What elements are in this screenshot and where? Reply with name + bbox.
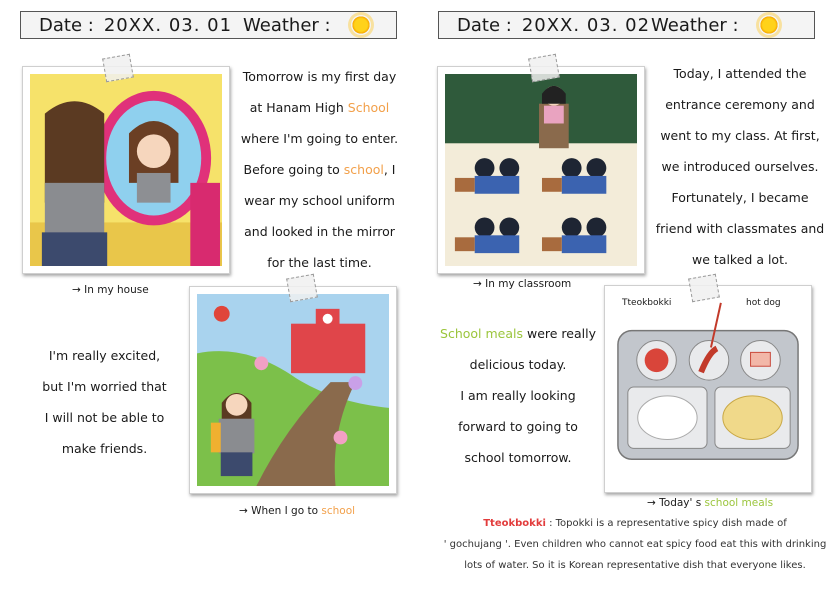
caption-in-my-classroom: → In my classroom (473, 278, 572, 290)
tray-label-tteokbokki: Tteokbokki (622, 298, 672, 308)
tape-decoration (528, 54, 560, 82)
going-to-school-drawing (189, 286, 397, 494)
caption-in-my-house: → In my house (72, 284, 149, 296)
left-date-header (20, 11, 397, 39)
tape-decoration (102, 54, 134, 82)
tape-decoration (688, 274, 720, 302)
footnote-term: Tteokbokki (483, 518, 546, 529)
sun-icon (759, 15, 779, 35)
left-weather-label: Weather : (243, 14, 331, 36)
left-diary-paragraph-2: I'm really excited, but I'm worried that I will not be able to make friends. (42, 348, 167, 456)
caption-todays-school-meals: → Today' s school meals (647, 497, 774, 509)
tape-decoration (286, 274, 318, 302)
right-date-value: 20XX. 03. 02 (521, 14, 651, 36)
right-weather-label: Weather : (651, 14, 739, 36)
caption-go-to-school: → When I go to school (239, 505, 356, 517)
left-date-value: 20XX. 03. 01 (103, 14, 233, 36)
school-meal-tray-drawing (604, 285, 812, 493)
right-diary-paragraph-2: School meals were really delicious today. I am really looking forward to going to school tomorrow. (440, 326, 596, 465)
tray-label-hot-dog: hot dog (746, 298, 781, 308)
tteokbokki-footnote: Tteokbokki : Topokki is a representative spicy dish made of ' gochujang '. Even children who cannot eat spicy food eat this with drinking lots of water. So it is Korean representative dish that everyone likes. (443, 518, 827, 571)
right-date-header (438, 11, 815, 39)
classroom-drawing (437, 66, 645, 274)
mirror-drawing (22, 66, 230, 274)
left-diary-paragraph-1: Tomorrow is my first day at Hanam High School where I'm going to enter. Before going to school, I wear my school uniform and looked in the mirror for the last time. (240, 69, 399, 270)
highlight-school: School (347, 100, 390, 115)
sun-icon (351, 15, 371, 35)
right-date-label: Date : (457, 14, 512, 36)
left-date-label: Date : (39, 14, 94, 36)
highlight-school-meals: School meals (440, 326, 523, 341)
highlight-school: school (343, 162, 384, 177)
right-diary-paragraph-1: Today, I attended the entrance ceremony and went to my class. At first, we introduced ourselves. Fortunately, I became friend with classmates and we talked a lot. (655, 66, 825, 267)
